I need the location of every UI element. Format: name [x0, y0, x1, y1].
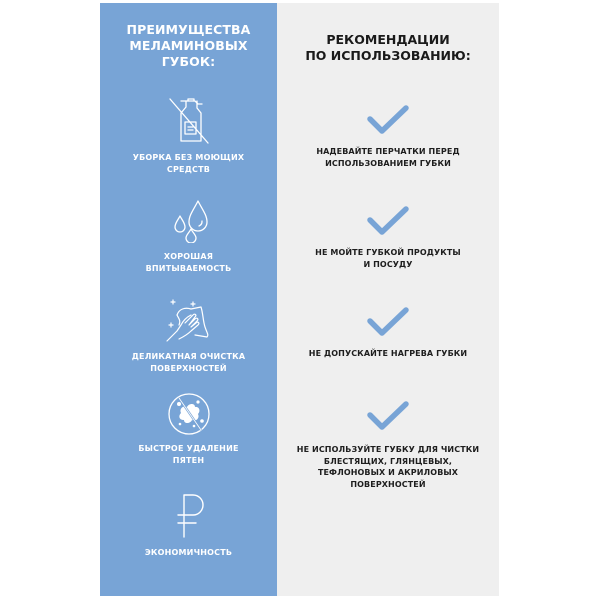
advantage-label: ВПИТЫВАЕМОСТЬ — [145, 263, 232, 273]
advantage-label: ПЯТЕН — [172, 455, 205, 465]
recommendation-label: ИСПОЛЬЗОВАНИЕМ ГУБКИ — [325, 158, 451, 168]
advantages-title-line: МЕЛАМИНОВЫХ — [129, 38, 248, 53]
advantage-item — [100, 199, 277, 274]
recommendation-item — [277, 103, 499, 169]
advantage-label: ПОВЕРХНОСТЕЙ — [150, 363, 227, 373]
recommendation-label: НАДЕВАЙТЕ ПЕРЧАТКИ ПЕРЕД — [316, 147, 460, 156]
recommendations-panel — [277, 3, 499, 596]
checkmark-icon — [364, 103, 412, 137]
hand-wiping-cloth-icon — [163, 295, 215, 345]
advantage-label: ЭКОНОМИЧНОСТЬ — [144, 548, 233, 557]
recommendations-title — [277, 32, 499, 64]
recommendation-item — [277, 305, 499, 360]
ruble-icon — [164, 491, 214, 539]
recommendation-label: И ПОСУДУ — [363, 259, 413, 269]
advantage-label: ХОРОШАЯ — [163, 252, 214, 261]
recommendations-title-line: ПО ИСПОЛЬЗОВАНИЮ: — [305, 48, 471, 63]
recommendation-label: ПОВЕРХНОСТЕЙ — [350, 479, 426, 489]
advantages-title-line: ПРЕИМУЩЕСТВА — [126, 22, 251, 37]
checkmark-icon — [364, 399, 412, 433]
recommendation-label: НЕ МОЙТЕ ГУБКОЙ ПРОДУКТЫ — [315, 248, 461, 257]
recommendation-item — [277, 399, 499, 490]
advantages-title-line: ГУБОК: — [161, 54, 216, 69]
recommendation-label: ТЕФЛОНОВЫХ И АКРИЛОВЫХ — [317, 468, 459, 477]
advantage-item — [100, 295, 277, 374]
checkmark-icon — [364, 305, 412, 339]
recommendation-label: НЕ ДОПУСКАЙТЕ НАГРЕВА ГУБКИ — [308, 349, 468, 358]
recommendations-title-line: РЕКОМЕНДАЦИИ — [326, 32, 450, 47]
water-drops-icon — [164, 199, 214, 243]
advantage-item — [100, 491, 277, 559]
advantage-item — [100, 391, 277, 466]
checkmark-icon — [364, 204, 412, 238]
recommendation-label: БЛЕСТЯЩИХ, ГЛЯНЦЕВЫХ, — [323, 456, 453, 466]
recommendation-label: НЕ ИСПОЛЬЗУЙТЕ ГУБКУ ДЛЯ ЧИСТКИ — [296, 445, 480, 454]
advantage-label: БЫСТРОЕ УДАЛЕНИЕ — [138, 444, 239, 453]
advantage-item — [100, 95, 277, 175]
advantage-label: УБОРКА БЕЗ МОЮЩИХ — [132, 153, 245, 162]
advantages-title — [100, 22, 277, 70]
advantage-label: СРЕДСТВ — [166, 164, 211, 174]
advantage-label: ДЕЛИКАТНАЯ ОЧИСТКА — [131, 352, 246, 361]
no-detergent-spray-icon — [164, 95, 214, 147]
advantages-panel — [100, 3, 277, 596]
stain-removal-icon — [165, 391, 213, 437]
recommendation-item — [277, 204, 499, 270]
